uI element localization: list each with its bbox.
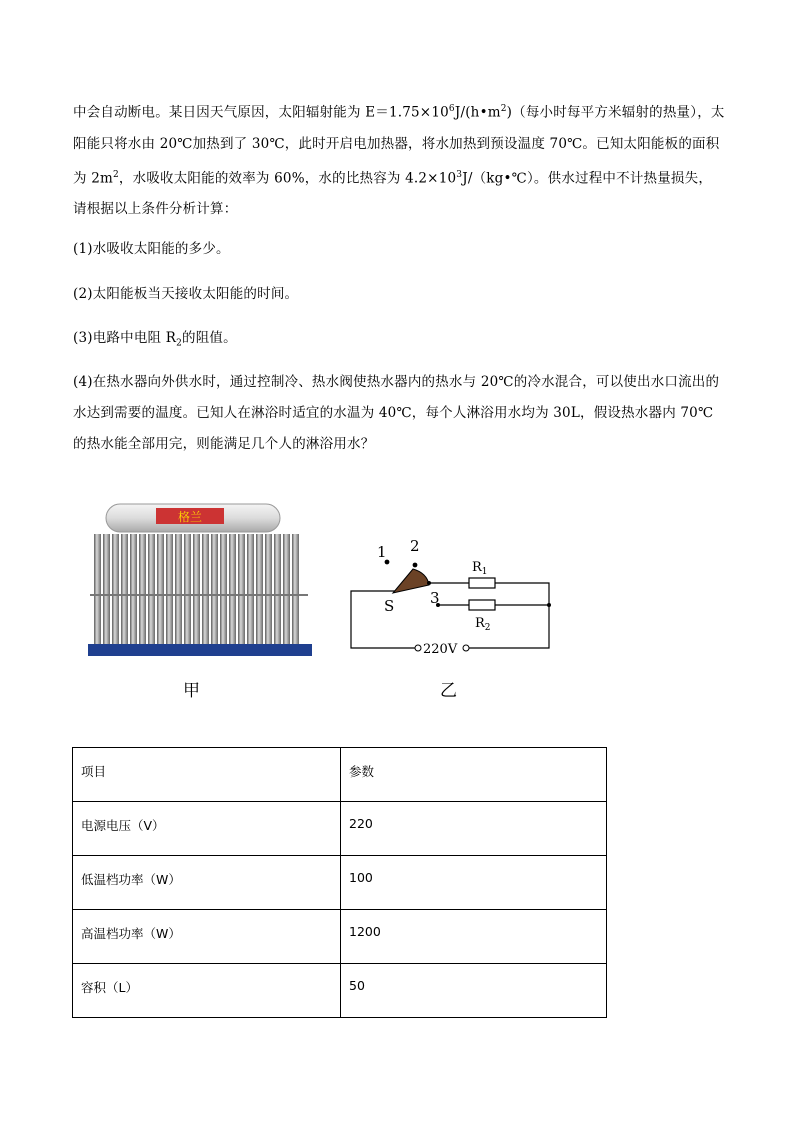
question-4 xyxy=(73,367,725,460)
row-value: 100 xyxy=(341,856,607,910)
brand-text: 格兰 xyxy=(177,510,203,524)
table-row xyxy=(73,802,607,856)
vacuum-tubes xyxy=(94,534,299,646)
header-param: 参数 xyxy=(341,748,607,802)
label-r1: $R_1$ xyxy=(472,560,488,577)
row-value: 1200 xyxy=(341,910,607,964)
table-row xyxy=(73,964,607,1018)
label-switch-s: S xyxy=(384,597,395,615)
exponent-6: 6 xyxy=(448,104,455,114)
label-node-1: 1 xyxy=(377,543,387,561)
question-3-text-b: 的阻值。 xyxy=(182,330,237,346)
intro-text-5: J/（kg•℃）。供水过程中不计热量损失，请根据以上条件分析计算： xyxy=(73,170,713,217)
table-row xyxy=(73,856,607,910)
question-2-text: (2)太阳能板当天接收太阳能的时间。 xyxy=(73,286,299,302)
contact-3 xyxy=(427,581,431,585)
row-value: 220 xyxy=(341,802,607,856)
question-3-text-a: (3)电路中电阻 R xyxy=(73,330,177,346)
question-2 xyxy=(73,279,725,310)
label-node-2: 2 xyxy=(410,537,420,555)
figure-label-jia: 甲 xyxy=(183,681,200,701)
switch-s xyxy=(393,569,429,593)
row-label: 高温档功率（W） xyxy=(73,910,341,964)
table-header-row xyxy=(73,748,607,802)
row-label: 低温档功率（W） xyxy=(73,856,341,910)
resistor-r2 xyxy=(469,600,495,610)
question-1 xyxy=(73,234,725,265)
label-r2: $R_2$ xyxy=(475,616,491,633)
row-label: 电源电压（V） xyxy=(73,802,341,856)
subscript-2: 2 xyxy=(176,338,183,349)
row-label: 容积（L） xyxy=(73,964,341,1018)
intro-text-1: 中会自动断电。某日因天气原因，太阳辐射能为 E＝1.75×10 xyxy=(73,104,449,121)
intro-text-2: J/(h•m xyxy=(454,104,501,121)
label-node-3: 3 xyxy=(430,589,440,607)
wire-r1-right xyxy=(495,583,549,605)
circuit-diagram xyxy=(345,533,560,658)
question-1-text: (1)水吸收太阳能的多少。 xyxy=(73,241,230,257)
question-4-text: (4)在热水器向外供水时，通过控制冷、热水阀使热水器内的热水与 20℃的冷水混合，可以使出水口流出的水达到需要的温度。已知人在淋浴时适宜的水温为 40℃，每个人淋浴用水均为 30L，假设热水器内 70℃的热水能全部用完，则能满足几个人的淋浴用水？ xyxy=(73,374,720,452)
header-item: 项目 xyxy=(73,748,341,802)
problem-intro-paragraph xyxy=(73,94,725,225)
contact-2 xyxy=(413,563,418,568)
label-source-voltage: 220V xyxy=(423,642,458,657)
row-value: 50 xyxy=(341,964,607,1018)
exponent-3: 3 xyxy=(456,169,463,180)
intro-text-3: )（每小时每平方米辐射的热量），太阳能只将水由 20℃加热到了 30℃，此时开启电加热器，将水加热到预设温度 70℃。已知太阳能板的面积为 2m xyxy=(73,104,725,186)
solar-heater-figure xyxy=(84,500,316,662)
figure-label-yi: 乙 xyxy=(440,681,457,701)
frame-base xyxy=(88,644,312,656)
wire-left-loop xyxy=(351,591,415,648)
intro-text-4: ，水吸收太阳能的效率为 60%，水的比热容为 4.2×10 xyxy=(118,170,457,186)
terminal-left xyxy=(415,645,421,651)
junction-dot xyxy=(547,603,551,607)
table-row xyxy=(73,910,607,964)
parameter-table xyxy=(72,747,607,1018)
resistor-r1 xyxy=(469,578,495,588)
question-3 xyxy=(73,323,725,360)
exponent-2a: 2 xyxy=(500,104,507,114)
exponent-2b: 2 xyxy=(112,169,119,180)
terminal-right xyxy=(463,645,469,651)
